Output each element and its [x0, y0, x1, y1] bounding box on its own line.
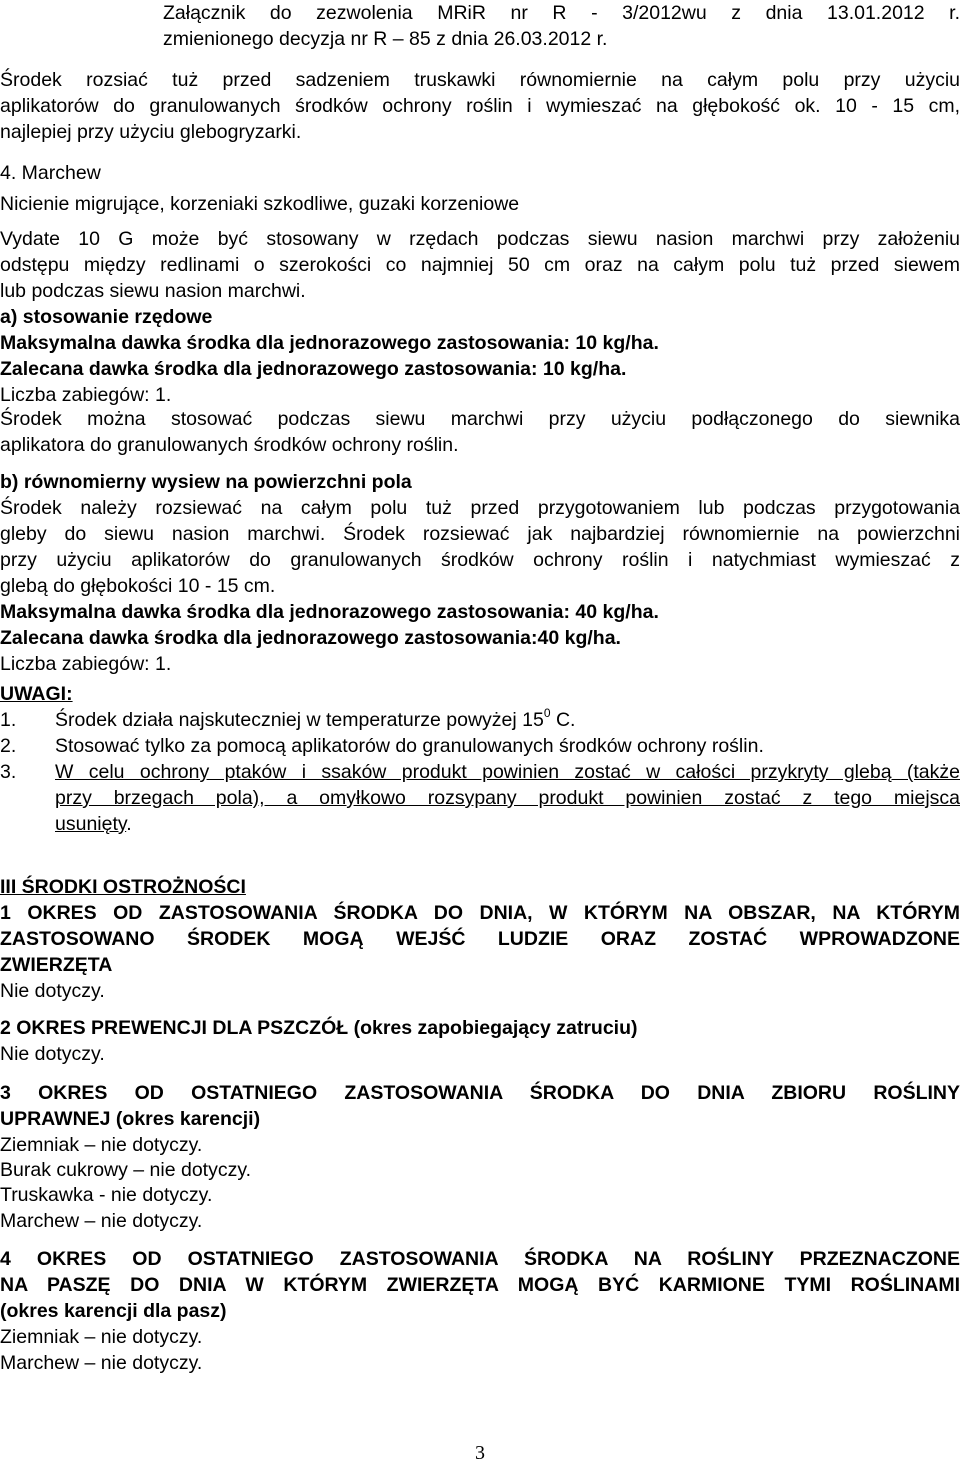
header-line-1: Załącznik do zezwolenia MRiR nr R - 3/2012wu z dnia 13.01.2012 r. [163, 2, 960, 24]
precaution-1-line-1: 1 OKRES OD ZASTOSOWANIA ŚRODKA DO DNIA, W KTÓRYM NA OBSZAR, NA KTÓRYM [0, 902, 960, 924]
precaution-1-line-3: ZWIERZĘTA [0, 954, 113, 976]
note-item-2-number: 2. [0, 735, 17, 757]
precaution-2-heading-paren: (okres zapobiegający zatruciu) [348, 1017, 638, 1039]
row-application-heading: a) stosowanie rzędowe [0, 306, 213, 328]
broadcast-heading: b) równomierny wysiew na powierzchni pola [0, 471, 412, 493]
row-recommended-dose: Zalecana dawka środka dla jednorazowego zastosowania: 10 kg/ha. [0, 358, 627, 380]
degree-superscript: 0 [543, 705, 551, 720]
row-note-line-1: Środek można stosować podczas siewu marchwi przy użyciu podłączonego do siewnika [0, 408, 960, 430]
note-item-2 [0, 733, 960, 759]
broadcast-max-dose: Maksymalna dawka środka dla jednorazowego zastosowania: 40 kg/ha. [0, 601, 659, 623]
row-max-dose: Maksymalna dawka środka dla jednorazowego zastosowania: 10 kg/ha. [0, 332, 659, 354]
broadcast-line-3: przy użyciu aplikatorów do granulowanych środków ochrony roślin i natychmiast wymieszać z [0, 549, 960, 571]
row-note-line-2: aplikatora do granulowanych środków ochrony roślin. [0, 434, 459, 456]
note-item-1 [0, 707, 960, 733]
precaution-4-line-3: (okres karencji dla pasz) [0, 1300, 227, 1322]
precautions-heading: III ŚRODKI OSTROŻNOŚCI [0, 876, 246, 898]
precaution-3-value-strawberry: Truskawka - nie dotyczy. [0, 1184, 213, 1206]
note-item-1-main: Środek działa najskuteczniej w temperaturze powyżej 15 [55, 709, 544, 731]
note-item-1-text [55, 707, 575, 733]
broadcast-line-2: gleby do siewu nasion marchwi. Środek rozsiewać jak najbardziej równomiernie na powierzchni [0, 523, 960, 545]
precaution-4-line-1: 4 OKRES OD OSTATNIEGO ZASTOSOWANIA ŚRODKA NA ROŚLINY PRZEZNACZONE [0, 1248, 960, 1270]
note-item-3-line-3 [55, 811, 960, 837]
precaution-3-value-potato: Ziemniak – nie dotyczy. [0, 1134, 203, 1156]
precaution-3-line-1: 3 OKRES OD OSTATNIEGO ZASTOSOWANIA ŚRODKA DO DNIA ZBIORU ROŚLINY [0, 1082, 960, 1104]
note-item-3-number: 3. [0, 761, 17, 783]
carrot-pests: Nicienie migrujące, korzeniaki szkodliwe, guzaki korzeniowe [0, 193, 520, 215]
precaution-2-value: Nie dotyczy. [0, 1043, 105, 1065]
note-item-1-number: 1. [0, 709, 17, 731]
note-item-3-line-2: przy brzegach pola), a omyłkowo rozsypany produkt powinien zostać z tego miejsca [55, 787, 960, 809]
precaution-4-line-2: NA PASZĘ DO DNIA W KTÓRYM ZWIERZĘTA MOGĄ BYĆ KARMIONE TYMI ROŚLINAMI [0, 1274, 960, 1296]
broadcast-recommended-dose: Zalecana dawka środka dla jednorazowego zastosowania:40 kg/ha. [0, 627, 621, 649]
note-item-1-unit: C. [550, 709, 576, 731]
intro-line-3: najlepiej przy użyciu glebogryzarki. [0, 121, 302, 143]
precaution-3-line-2: UPRAWNEJ (okres karencji) [0, 1108, 261, 1130]
note-item-3-line-1: W celu ochrony ptaków i ssaków produkt powinien zostać w całości przykryty glebą (także [55, 761, 960, 783]
precaution-1-line-2: ZASTOSOWANO ŚRODEK MOGĄ WEJŚĆ LUDZIE ORAZ ZOSTAĆ WPROWADZONE [0, 928, 960, 950]
header-line-2: zmienionego decyzja nr R – 85 z dnia 26.03.2012 r. [163, 28, 608, 50]
broadcast-line-4: glebą do głębokości 10 - 15 cm. [0, 575, 276, 597]
precaution-4-value-carrot: Marchew – nie dotyczy. [0, 1352, 203, 1374]
precaution-3-value-sugar-beet: Burak cukrowy – nie dotyczy. [0, 1159, 252, 1181]
row-treatments: Liczba zabiegów: 1. [0, 384, 172, 406]
note-item-3-period: . [126, 813, 132, 835]
notes-heading: UWAGI: [0, 683, 73, 705]
precaution-2-heading [0, 1015, 960, 1041]
note-item-2-text: Stosować tylko za pomocą aplikatorów do granulowanych środków ochrony roślin. [55, 735, 764, 757]
note-item-3 [0, 759, 960, 785]
broadcast-treatments: Liczba zabiegów: 1. [0, 653, 172, 675]
carrot-desc-line-1: Vydate 10 G może być stosowany w rzędach podczas siewu nasion marchwi przy założeniu [0, 228, 960, 250]
precaution-1-value: Nie dotyczy. [0, 980, 105, 1002]
section-heading-carrot: 4. Marchew [0, 162, 101, 184]
carrot-desc-line-2: odstępu między redlinami o szerokości co najmniej 50 cm oraz na całym polu tuż przed siewem [0, 254, 960, 276]
carrot-desc-line-3: lub podczas siewu nasion marchwi. [0, 280, 306, 302]
precaution-2-heading-main: 2 OKRES PREWENCJI DLA PSZCZÓŁ [0, 1017, 349, 1039]
intro-line-2: aplikatorów do granulowanych środków ochrony roślin i wymieszać na głębokość ok. 10 - 15 cm, [0, 95, 960, 117]
precaution-4-value-potato: Ziemniak – nie dotyczy. [0, 1326, 203, 1348]
intro-line-1: Środek rozsiać tuż przed sadzeniem truskawki równomiernie na całym polu przy użyciu [0, 69, 960, 91]
page-number: 3 [475, 1442, 485, 1464]
precaution-3-value-carrot: Marchew – nie dotyczy. [0, 1210, 203, 1232]
note-item-3-line-3-text: usunięty [55, 813, 127, 835]
broadcast-line-1: Środek należy rozsiewać na całym polu tuż przed przygotowaniem lub podczas przygotowania [0, 497, 960, 519]
